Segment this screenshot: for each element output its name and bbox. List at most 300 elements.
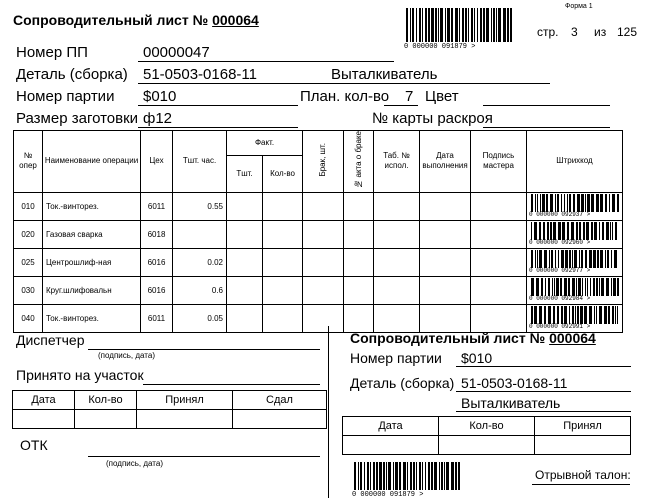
barcode-bar xyxy=(445,8,446,42)
row-name: Ток.-винторез. xyxy=(43,304,141,332)
barcode-bar xyxy=(576,278,577,296)
table-row xyxy=(14,248,623,276)
barcode-bar xyxy=(548,306,551,324)
accepted-header-row xyxy=(13,391,327,410)
barcode-bar xyxy=(468,8,469,42)
barcode-bar xyxy=(611,278,612,296)
row-cell xyxy=(303,304,344,332)
row-cell xyxy=(303,248,344,276)
barcode-bar xyxy=(569,250,571,268)
row-barcode-bars xyxy=(529,194,621,212)
barcode-bar xyxy=(474,8,475,42)
barcode-bar xyxy=(480,8,482,42)
accepted-label: Принято на участок xyxy=(16,367,144,383)
barcode-bar xyxy=(431,462,433,490)
barcode-bar xyxy=(574,250,577,268)
barcode-bar xyxy=(376,462,378,490)
barcode-bar xyxy=(465,8,467,42)
row-barcode xyxy=(527,304,623,332)
barcode-bar xyxy=(581,194,584,212)
row-cell xyxy=(374,220,420,248)
accepted-cell xyxy=(233,410,327,429)
barcode-bar xyxy=(444,462,445,490)
barcode-bar xyxy=(406,8,408,42)
barcode-bar xyxy=(537,250,538,268)
barcode-bar xyxy=(591,222,593,240)
row-cell xyxy=(303,276,344,304)
row-shop: 6018 xyxy=(141,220,173,248)
barcode-bar xyxy=(548,278,550,296)
barcode-bar xyxy=(585,250,587,268)
barcode-bar xyxy=(435,8,437,42)
row-cell xyxy=(227,192,263,220)
row-op: 020 xyxy=(14,220,43,248)
barcode-bar xyxy=(602,222,604,240)
barcode-bar xyxy=(555,194,556,212)
row-cell xyxy=(420,248,471,276)
barcode-bar xyxy=(582,278,583,296)
barcode-bar xyxy=(599,222,600,240)
barcode-bar xyxy=(561,194,562,212)
barcode-bar xyxy=(579,250,580,268)
barcode-bar xyxy=(556,278,559,296)
part-label: Деталь (сборка) xyxy=(16,66,128,83)
barcode-bar xyxy=(531,194,533,212)
stub-part-name-underline xyxy=(456,411,631,412)
barcode-bar xyxy=(612,194,615,212)
barcode-bar xyxy=(555,250,556,268)
color-underline xyxy=(483,105,610,106)
barcode-bar xyxy=(611,250,612,268)
table-row xyxy=(14,276,623,304)
barcode-bar xyxy=(610,222,611,240)
barcode-bar xyxy=(581,250,583,268)
accepted-cell xyxy=(13,410,75,429)
stub-part-value: 51-0503-0168-11 xyxy=(461,375,568,391)
stub-col-qty: Кол-во xyxy=(439,417,535,436)
barcode-bar xyxy=(416,462,417,490)
barcode-bar xyxy=(440,8,443,42)
barcode-bar xyxy=(612,222,613,240)
barcode-bar xyxy=(536,278,539,296)
row-cell xyxy=(263,248,303,276)
barcode-bar xyxy=(608,306,610,324)
barcode-bar xyxy=(459,8,460,42)
accepted-empty-row xyxy=(13,410,327,429)
row-barcode-bars xyxy=(529,306,621,324)
barcode-bar xyxy=(551,250,553,268)
barcode-bar xyxy=(388,462,391,490)
part-underline xyxy=(138,83,550,84)
barcode-bar xyxy=(599,306,602,324)
barcode-bar xyxy=(535,194,536,212)
row-cell xyxy=(263,276,303,304)
barcode-bar xyxy=(557,306,559,324)
barcode-bar xyxy=(446,462,449,490)
barcode-bar xyxy=(604,306,607,324)
col-defect-act xyxy=(344,131,374,193)
row-cell xyxy=(227,248,263,276)
stub-cell xyxy=(343,436,439,455)
barcode-bar xyxy=(591,194,594,212)
row-cell xyxy=(263,192,303,220)
barcode-bar xyxy=(590,278,591,296)
row-barcode-number: 0 000000 092984 > xyxy=(529,295,591,303)
row-barcode-bars xyxy=(529,250,621,268)
barcode-bar xyxy=(549,250,550,268)
row-cell xyxy=(420,276,471,304)
barcode-bar xyxy=(441,462,443,490)
row-barcode xyxy=(527,220,623,248)
barcode-bar xyxy=(393,462,394,490)
batch-value: $010 xyxy=(143,88,177,105)
blank-label: Размер заготовки xyxy=(16,110,139,127)
header-barcode xyxy=(404,8,516,50)
barcode-bar xyxy=(601,278,604,296)
accepted-cell xyxy=(75,410,137,429)
stub-table xyxy=(342,416,631,455)
blank-underline xyxy=(138,127,298,128)
barcode-bar xyxy=(546,194,548,212)
row-cell xyxy=(263,220,303,248)
barcode-bar xyxy=(617,194,619,212)
barcode-bar xyxy=(579,222,581,240)
barcode-bar xyxy=(373,462,375,490)
barcode-bar xyxy=(615,306,616,324)
stub-title xyxy=(350,330,596,346)
barcode-bar xyxy=(596,306,597,324)
barcode-bar xyxy=(458,462,460,490)
barcode-bar xyxy=(564,194,565,212)
barcode-bar xyxy=(575,306,576,324)
barcode-bar xyxy=(577,194,580,212)
accepted-col-date: Дата xyxy=(13,391,75,410)
barcode-bar xyxy=(419,8,421,42)
barcode-bar xyxy=(612,306,614,324)
table-row xyxy=(14,220,623,248)
accepted-underline xyxy=(143,384,320,385)
barcode-bar xyxy=(541,278,543,296)
barcode-bar xyxy=(431,8,434,42)
stub-col-received: Принял xyxy=(535,417,631,436)
row-cell xyxy=(420,304,471,332)
row-cell xyxy=(374,192,420,220)
col-op-no: № опер xyxy=(14,131,43,193)
barcode-bar xyxy=(609,194,610,212)
row-barcode-number: 0 000000 092991 > xyxy=(529,323,591,331)
col-shop: Цех xyxy=(141,131,173,193)
row-shop: 6016 xyxy=(141,248,173,276)
row-time: 0.05 xyxy=(173,304,227,332)
barcode-bar xyxy=(593,278,595,296)
barcode-bar xyxy=(607,250,609,268)
accepted-col-handed: Сдал xyxy=(233,391,327,410)
tear-label: Отрывной талон: xyxy=(535,468,631,482)
col-defect-text: Брак, шт. xyxy=(318,143,327,177)
pp-label: Номер ПП xyxy=(16,44,88,61)
barcode-bar xyxy=(531,306,533,324)
barcode-bar xyxy=(545,278,546,296)
row-op: 010 xyxy=(14,192,43,220)
cut-label: № карты раскроя xyxy=(372,110,493,127)
col-fact: Факт. xyxy=(227,131,303,156)
part-value: 51-0503-0168-11 xyxy=(143,66,257,83)
barcode-bar xyxy=(560,278,562,296)
barcode-bar xyxy=(410,8,411,42)
barcode-bar xyxy=(613,278,616,296)
barcode-bar xyxy=(572,306,574,324)
barcode-bar xyxy=(534,306,537,324)
cut-underline xyxy=(483,127,610,128)
barcode-bar xyxy=(562,222,565,240)
row-barcode-number: 0 000000 092960 > xyxy=(529,239,591,247)
barcode-bar xyxy=(561,306,563,324)
accepted-table xyxy=(12,390,327,429)
barcode-bar xyxy=(587,278,588,296)
barcode-bar xyxy=(534,222,537,240)
barcode-bar xyxy=(531,222,532,240)
row-cell xyxy=(263,304,303,332)
row-op: 040 xyxy=(14,304,43,332)
barcode-bar xyxy=(403,462,406,490)
dispatcher-label: Диспетчер xyxy=(16,332,85,348)
barcode-bar xyxy=(564,278,567,296)
barcode-bar xyxy=(599,278,600,296)
barcode-bar xyxy=(577,306,579,324)
barcode-bar xyxy=(434,462,437,490)
row-barcode xyxy=(527,192,623,220)
barcode-bar xyxy=(578,278,581,296)
barcode-bar xyxy=(617,278,619,296)
page-total: 125 xyxy=(617,25,638,39)
barcode-bar xyxy=(589,306,592,324)
barcode-bar xyxy=(567,194,568,212)
stub-batch-label: Номер партии xyxy=(350,350,442,366)
barcode-bar xyxy=(416,8,417,42)
barcode-bar xyxy=(550,222,552,240)
stub-title-prefix: Сопроводительный лист № xyxy=(350,330,546,346)
row-cell xyxy=(374,304,420,332)
stub-part-label: Деталь (сборка) xyxy=(350,375,455,391)
barcode-bar xyxy=(354,462,356,490)
barcode-bar xyxy=(572,278,575,296)
barcode-bar xyxy=(496,8,497,42)
barcode-bar xyxy=(589,250,592,268)
barcode-bar xyxy=(564,306,567,324)
barcode-bar xyxy=(455,462,457,490)
barcode-bar xyxy=(503,8,506,42)
batch-underline xyxy=(138,105,298,106)
barcode-bar xyxy=(542,194,545,212)
barcode-bar xyxy=(425,8,427,42)
row-cell xyxy=(420,220,471,248)
row-cell xyxy=(344,248,374,276)
barcode-bar xyxy=(360,462,362,490)
barcode-bar xyxy=(358,462,359,490)
barcode-bar xyxy=(585,278,586,296)
barcode-bar xyxy=(531,278,534,296)
blank-value: ф12 xyxy=(143,110,173,127)
row-time: 0.02 xyxy=(173,248,227,276)
barcode-bar xyxy=(567,222,569,240)
row-cell xyxy=(471,276,527,304)
table-header-row-1 xyxy=(14,131,623,156)
barcode-bar xyxy=(386,462,387,490)
pp-underline xyxy=(138,61,394,62)
row-cell xyxy=(227,220,263,248)
barcode-bar xyxy=(571,222,574,240)
barcode-bar xyxy=(483,8,485,42)
barcode-bar xyxy=(410,462,412,490)
batch-label: Номер партии xyxy=(16,88,115,105)
stub-col-date: Дата xyxy=(343,417,439,436)
barcode-bar xyxy=(367,462,369,490)
row-cell xyxy=(374,276,420,304)
barcode-bar xyxy=(428,462,430,490)
stub-batch-value: $010 xyxy=(461,350,493,366)
barcode-bar xyxy=(606,278,609,296)
stub-barcode-number: 0 000000 091879 > xyxy=(352,491,424,499)
barcode-bar xyxy=(540,194,541,212)
otk-label: ОТК xyxy=(20,437,48,453)
barcode-bar xyxy=(573,194,575,212)
row-op: 030 xyxy=(14,276,43,304)
page-number: 3 xyxy=(571,25,578,39)
row-cell xyxy=(471,192,527,220)
stub-barcode xyxy=(352,462,464,500)
barcode-bar xyxy=(558,250,559,268)
barcode-bar xyxy=(561,250,564,268)
barcode-bar xyxy=(451,462,454,490)
barcode-bar xyxy=(539,306,542,324)
barcode-bar xyxy=(425,462,426,490)
barcode-bar xyxy=(379,462,382,490)
barcode-bar xyxy=(553,222,556,240)
otk-hint: (подпись, дата) xyxy=(106,459,163,468)
stub-batch-underline xyxy=(456,366,631,367)
barcode-bar xyxy=(438,8,439,42)
row-cell xyxy=(227,276,263,304)
barcode-bar xyxy=(580,306,583,324)
col-fact-qty: Кол-во xyxy=(263,156,303,193)
barcode-bar xyxy=(550,194,553,212)
barcode-bar xyxy=(617,306,618,324)
barcode-bar xyxy=(507,8,509,42)
barcode-bar xyxy=(447,8,450,42)
color-label: Цвет xyxy=(425,88,459,105)
barcode-bar xyxy=(477,8,478,42)
stub-cell xyxy=(535,436,631,455)
barcode-bar xyxy=(498,8,501,42)
row-shop: 6016 xyxy=(141,276,173,304)
stub-part-name: Выталкиватель xyxy=(461,395,561,411)
col-barcode: Штрихкод xyxy=(527,131,623,193)
stub-header-row xyxy=(343,417,631,436)
row-cell xyxy=(471,248,527,276)
row-barcode-bars xyxy=(529,222,621,240)
row-barcode-number: 0 000000 092977 > xyxy=(529,267,591,275)
barcode-bar xyxy=(539,250,542,268)
barcode-bar xyxy=(428,8,430,42)
barcode-bar xyxy=(605,250,606,268)
plan-value: 7 xyxy=(405,88,414,105)
barcode-bar xyxy=(510,8,512,42)
col-master: Подпись мастера xyxy=(471,131,527,193)
barcode-bar xyxy=(558,222,561,240)
barcode-bar xyxy=(539,222,541,240)
col-defect-act-text: № акта о браке xyxy=(353,131,363,189)
barcode-bar xyxy=(439,462,440,490)
title-prefix: Сопроводительный лист № xyxy=(13,12,209,28)
row-barcode-number: 0 000000 092937 > xyxy=(529,211,591,219)
barcode-bar xyxy=(422,8,423,42)
row-shop: 6011 xyxy=(141,192,173,220)
row-name: Центрошлиф-ная xyxy=(43,248,141,276)
barcode-bar xyxy=(451,8,453,42)
barcode-bar xyxy=(419,462,421,490)
col-defect xyxy=(303,131,344,193)
operations-table xyxy=(13,130,623,333)
stub-barcode-bars xyxy=(352,462,464,490)
barcode-bar xyxy=(585,194,586,212)
row-op: 025 xyxy=(14,248,43,276)
row-time: 0.6 xyxy=(173,276,227,304)
pp-value: 00000047 xyxy=(143,44,210,61)
barcode-bar xyxy=(422,462,423,490)
barcode-bar xyxy=(486,8,489,42)
table-row xyxy=(14,192,623,220)
dispatcher-underline xyxy=(88,349,320,350)
barcode-bar xyxy=(462,8,464,42)
row-cell xyxy=(471,304,527,332)
col-op-name: Наименование операции xyxy=(43,131,141,193)
barcode-bar xyxy=(572,250,573,268)
row-cell xyxy=(344,220,374,248)
row-cell xyxy=(344,192,374,220)
row-cell xyxy=(303,220,344,248)
dispatcher-hint: (подпись, дата) xyxy=(98,351,155,360)
accepted-cell xyxy=(137,410,233,429)
barcode-bar xyxy=(576,222,578,240)
barcode-bar xyxy=(583,222,585,240)
barcode-bar xyxy=(531,250,533,268)
barcode-bar xyxy=(493,8,495,42)
barcode-bar xyxy=(413,462,415,490)
stub-doc-number: 000064 xyxy=(549,330,596,346)
barcode-bar xyxy=(412,8,414,42)
stub-cell xyxy=(439,436,535,455)
barcode-bar xyxy=(597,250,599,268)
barcode-bar xyxy=(455,8,458,42)
barcode-bar xyxy=(600,250,603,268)
barcode-bar xyxy=(395,462,398,490)
barcode-bar xyxy=(471,8,473,42)
form-title xyxy=(13,12,259,28)
barcode-bar xyxy=(594,222,597,240)
barcode-bar xyxy=(399,462,401,490)
row-cell xyxy=(344,304,374,332)
barcode-bar xyxy=(544,250,547,268)
barcode-bar xyxy=(544,306,546,324)
plan-label: План. кол-во xyxy=(300,88,390,105)
row-barcode xyxy=(527,248,623,276)
table-row xyxy=(14,304,623,332)
of-label: из xyxy=(594,25,607,39)
barcode-bar xyxy=(370,462,371,490)
page-label: стр. xyxy=(537,25,559,39)
barcode-bar xyxy=(552,278,553,296)
barcode-bar xyxy=(537,194,538,212)
